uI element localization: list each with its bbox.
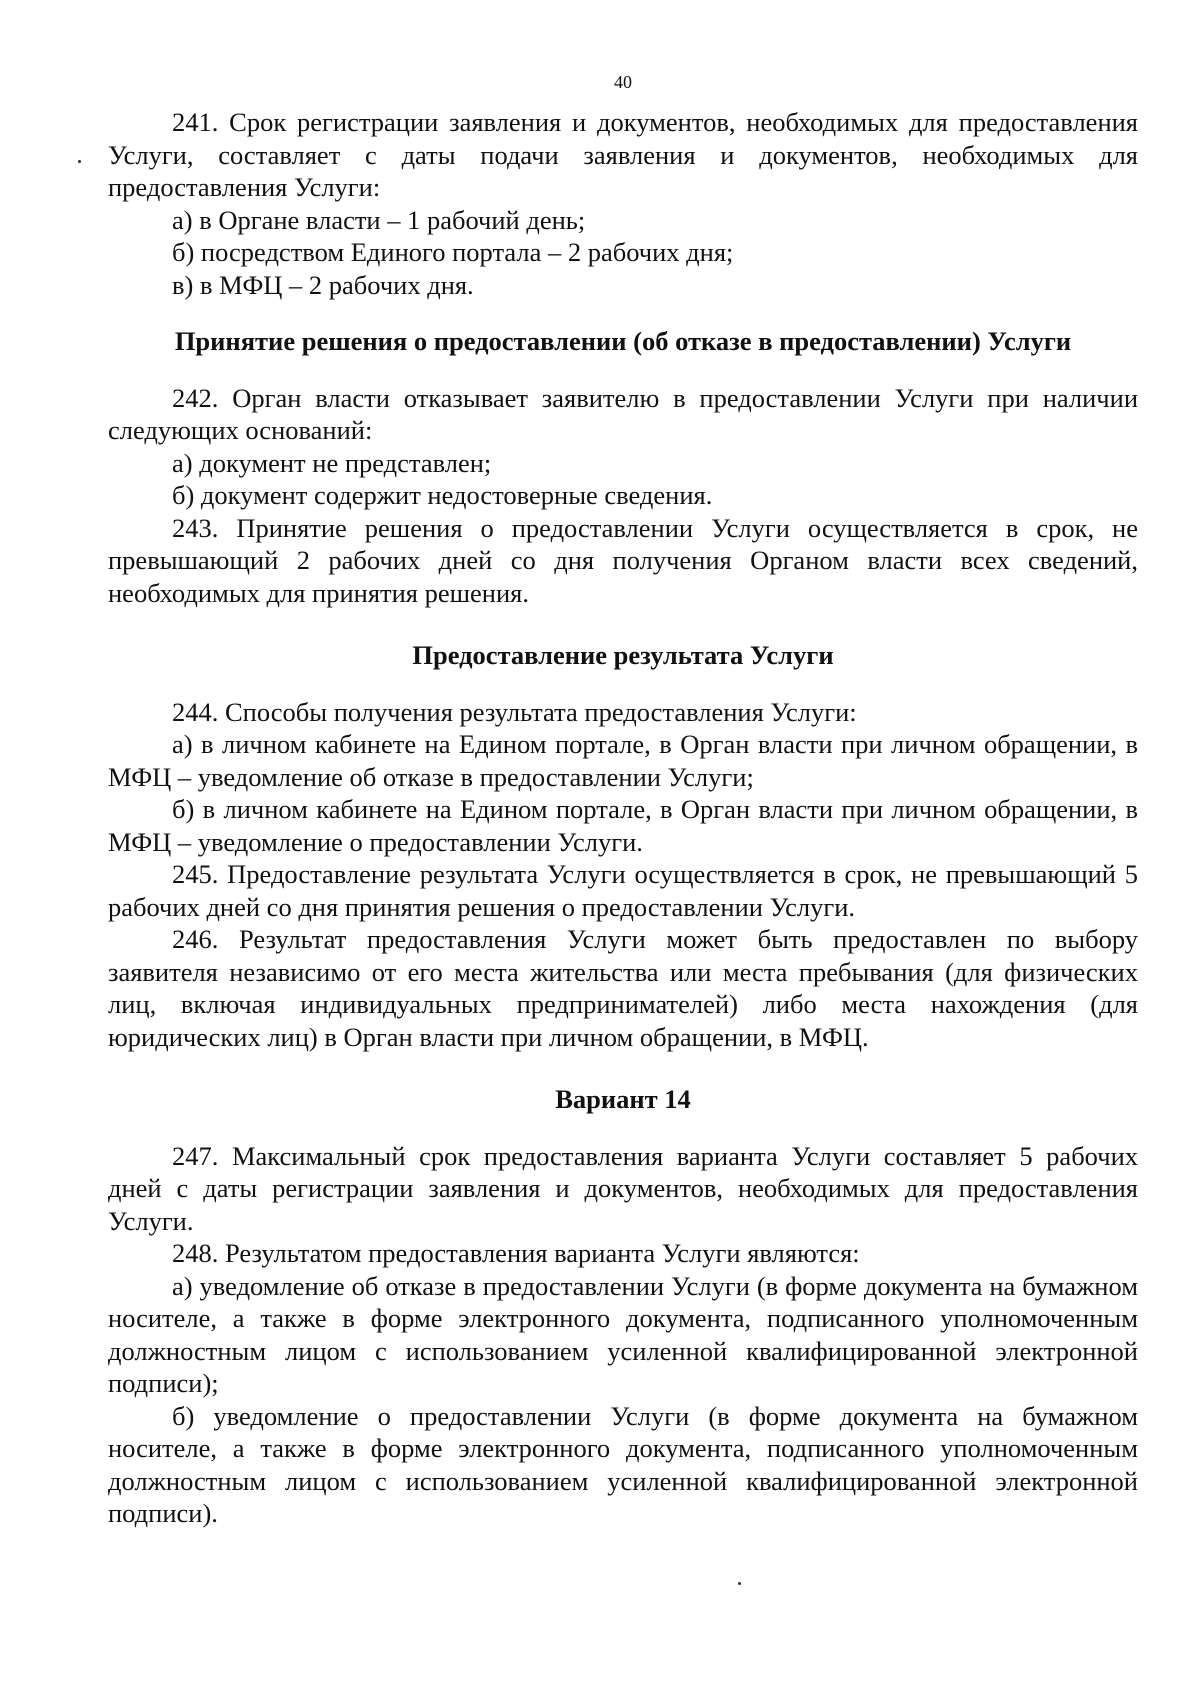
scan-speck [738, 1582, 741, 1585]
list-item-244b: б) в личном кабинете на Едином портале, в Орган власти при личном обращении, в МФЦ – уведомление о предоставлении Услуги. [108, 794, 1138, 857]
scan-speck [78, 160, 81, 163]
section-heading-decision: Принятие решения о предоставлении (об отказе в предоставлении) Услуги [174, 326, 1072, 356]
paragraph-244: 244. Способы получения результата предоставления Услуги: [172, 696, 857, 727]
paragraph-242: 242. Орган власти отказывает заявителю в предоставлении Услуги при наличии следующих оснований: [108, 382, 1138, 445]
list-item-241a: а) в Органе власти – 1 рабочий день; [172, 204, 586, 235]
section-heading-result: Предоставление результата Услуги [412, 640, 834, 670]
list-item-248a: а) уведомление об отказе в предоставлении Услуги (в форме документа на бумажном носителе, а также в форме электронного документа, подписанного уполномоченным должностным лицом с использованием усиленной квалифицированной электронной подписи); [108, 1270, 1138, 1398]
paragraph-241: 241. Срок регистрации заявления и документов, необходимых для предоставления Услуги, составляет с даты подачи заявления и документов, необходимых для предоставления Услуги: [108, 107, 1138, 202]
paragraph-245: 245. Предоставление результата Услуги осуществляется в срок, не превышающий 5 рабочих дней со дня принятия решения о предоставлении Услуги. [108, 859, 1138, 922]
list-item-242b: б) документ содержит недостоверные сведения. [172, 480, 713, 510]
list-item-244a: а) в личном кабинете на Едином портале, в Орган власти при личном обращении, в МФЦ – уведомление об отказе в предоставлении Услуги; [108, 729, 1138, 792]
paragraph-243: 243. Принятие решения о предоставлении Услуги осуществляется в срок, не превышающий 2 рабочих дней со дня получения Органом власти всех сведений, необходимых для принятия решения. [108, 512, 1138, 608]
section-heading-variant-14: Вариант 14 [555, 1084, 691, 1114]
paragraph-247: 247. Максимальный срок предоставления варианта Услуги составляет 5 рабочих дней с даты регистрации заявления и документов, необходимых для предоставления Услуги. [108, 1140, 1138, 1236]
list-item-248b: б) уведомление о предоставлении Услуги (в форме документа на бумажном носителе, а также в форме электронного документа, подписанного уполномоченным должностным лицом с использованием усиленной квалифицированной электронной подписи). [108, 1400, 1138, 1528]
document-page [108, 70, 1138, 1530]
list-item-241b: б) посредством Единого портала – 2 рабочих дня; [172, 237, 734, 267]
list-item-241c: в) в МФЦ – 2 рабочих дня. [172, 269, 474, 300]
paragraph-248: 248. Результатом предоставления варианта Услуги являются: [172, 1238, 860, 1268]
page-number: 40 [614, 72, 632, 92]
paragraph-246: 246. Результат предоставления Услуги может быть предоставлен по выбору заявителя независимо от его места жительства или места пребывания (для физических лиц, включая индивидуальных предпринимателей) либо места нахождения (для юридических лиц) в Орган власти при личном обращении, в МФЦ. [108, 924, 1138, 1052]
list-item-242a: а) документ не представлен; [172, 447, 492, 478]
